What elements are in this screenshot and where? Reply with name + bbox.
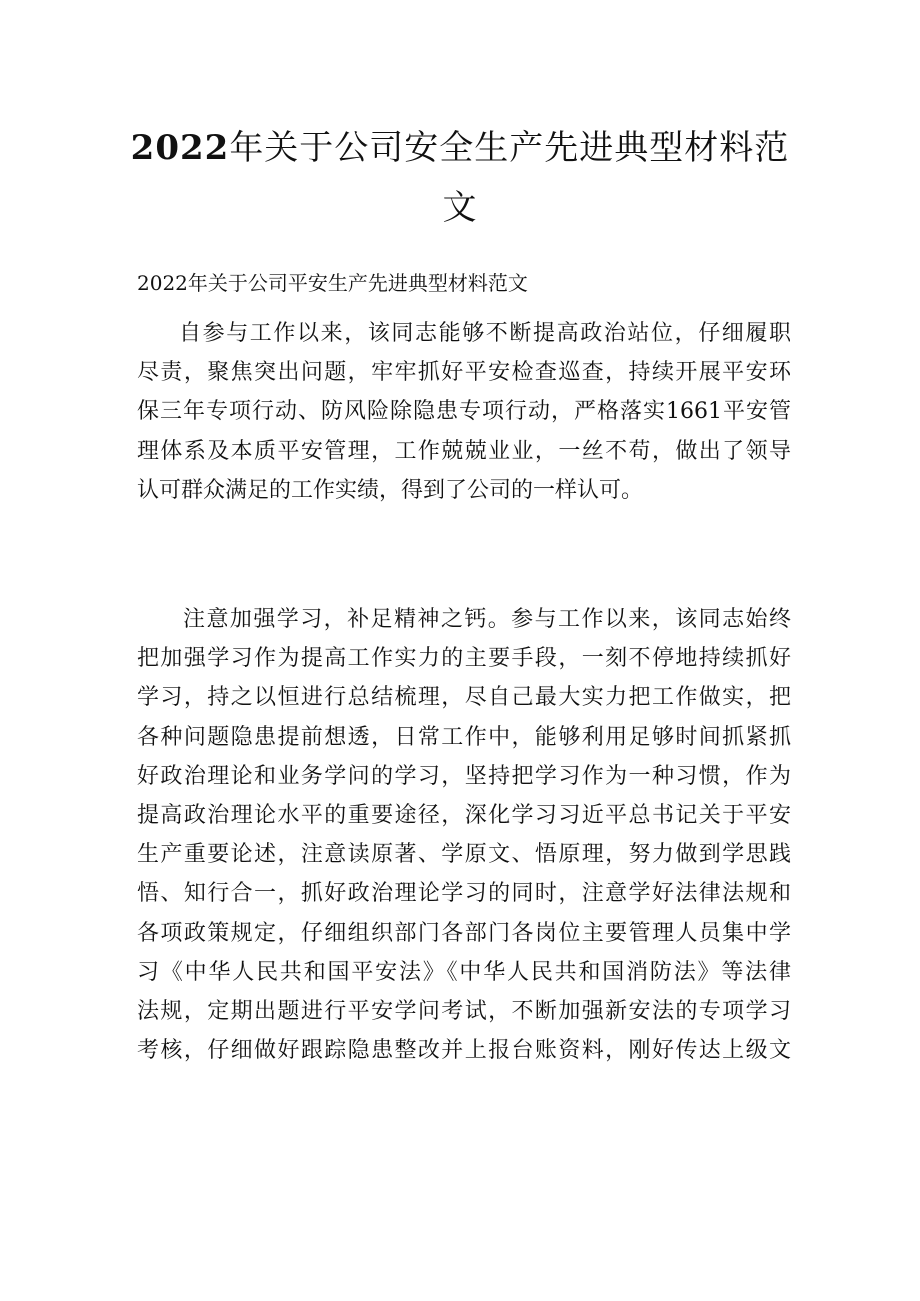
paragraph-line: 尽责，聚焦突出问题，牢牢抓好平安检查巡查，持续开展平安环 <box>137 360 791 386</box>
paragraph-line: 悟、知行合一，抓好政治理论学习的同时，注意学好法律法规和 <box>137 881 791 907</box>
paragraph-line: 好政治理论和业务学问的学习，坚持把学习作为一种习惯，作为 <box>137 763 791 789</box>
paragraph-2 <box>137 600 791 1070</box>
paragraph-line: 各项政策规定，仔细组织部门各部门各岗位主要管理人员集中学 <box>137 920 791 946</box>
title-text-line2: 文 <box>442 188 478 228</box>
document-subtitle: 2022年关于公司平安生产先进典型材料范文 <box>137 271 528 295</box>
paragraph-line: 自参与工作以来，该同志能够不断提高政治站位，仔细履职 <box>179 321 791 346</box>
paragraph-line: 注意加强学习，补足精神之钙。参与工作以来，该同志始终 <box>183 607 791 632</box>
title-text-line1: 年关于公司安全生产先进典型材料范 <box>229 128 790 168</box>
paragraph-line: 法规，定期出题进行平安学问考试，不断加强新安法的专项学习 <box>137 999 791 1025</box>
title-year: 2022 <box>130 128 230 168</box>
paragraph-line: 保三年专项行动、防风险除隐患专项行动，严格落实1661平安管 <box>137 399 791 425</box>
paragraph-line: 习《中华人民共和国平安法》《中华人民共和国消防法》等法律 <box>137 959 791 985</box>
document-title <box>120 118 800 238</box>
paragraph-line: 各种问题隐患提前想透，日常工作中，能够利用足够时间抓紧抓 <box>137 724 791 750</box>
paragraph-line: 把加强学习作为提高工作实力的主要手段，一刻不停地持续抓好 <box>137 646 791 672</box>
paragraph-line: 生产重要论述，注意读原著、学原文、悟原理，努力做到学思践 <box>137 842 791 868</box>
paragraph-line: 理体系及本质平安管理，工作兢兢业业，一丝不苟，做出了领导 <box>137 438 791 464</box>
paragraph-line: 考核，仔细做好跟踪隐患整改并上报台账资料，刚好传达上级文 <box>137 1038 791 1064</box>
paragraph-1 <box>137 314 791 510</box>
paragraph-line: 认可群众满足的工作实绩，得到了公司的一样认可。 <box>137 477 644 503</box>
paragraph-line: 提高政治理论水平的重要途径，深化学习习近平总书记关于平安 <box>137 803 791 829</box>
paragraph-line: 学习，持之以恒进行总结梳理，尽自己最大实力把工作做实，把 <box>137 685 791 711</box>
